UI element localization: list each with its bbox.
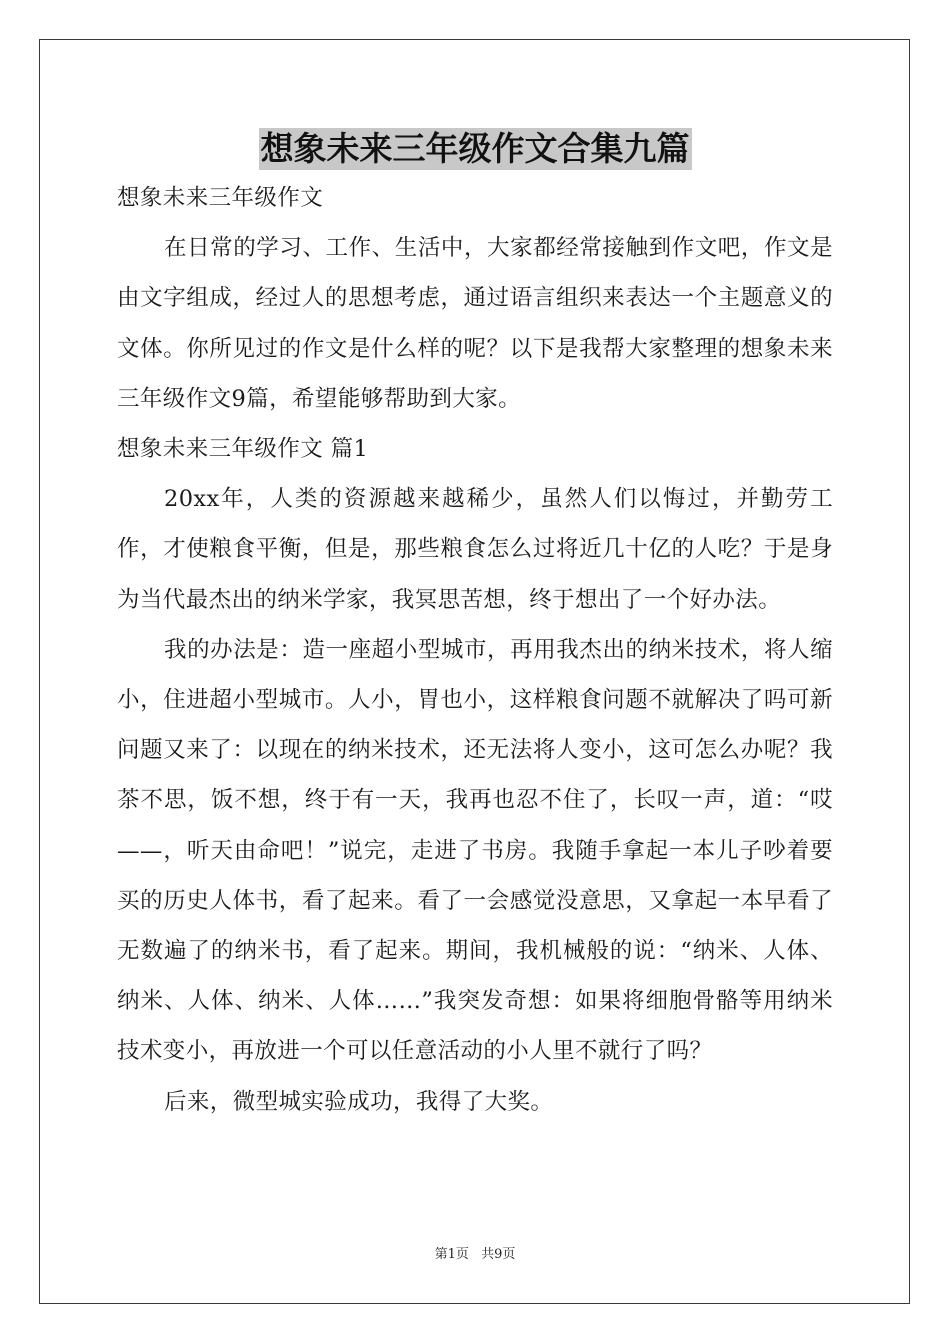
intro-paragraph: 在日常的学习、工作、生活中，大家都经常接触到作文吧，作文是由文字组成，经过人的思想考虑，通过语言组织来表达一个主题意义的文体。你所见过的作文是什么样的呢？以下是我帮大家整理的想象未来三年级作文9篇，希望能够帮助到大家。 [117, 235, 833, 412]
body-paragraph: 后来，微型城实验成功，我得了大奖。 [164, 1088, 554, 1115]
body-paragraph: 我的办法是：造一座超小型城市，再用我杰出的纳米技术，将人缩小，住进超小型城市。人小，胃也小，这样粮食问题不就解决了吗可新问题又来了：以现在的纳米技术，还无法将人变小，这可怎么办呢？我茶不思，饭不想，终于有一天，我再也忍不住了，长叹一声，道：“哎——，听天由命吧！”说完，走进了书房。我随手拿起一本儿子吵着要买的历史人体书，看了起来。看了一会感觉没意思，又拿起一本早看了无数遍了的纳米书，看了起来。期间，我机械般的说：“纳米、人体、纳米、人体、纳米、人体……”我突发奇想：如果将细胞骨骼等用纳米技术变小，再放进一个可以任意活动的小人里不就行了吗？ [117, 636, 833, 1065]
page-footer [0, 1246, 950, 1264]
document-title: 想象未来三年级作文合集九篇 [260, 129, 690, 168]
body-paragraph: 20xx年，人类的资源越来越稀少，虽然人们以悔过，并勤劳工作，才使粮食平衡，但是，那些粮食怎么过将近几十亿的人吃？于是身为当代最杰出的纳米学家，我冥思苦想，终于想出了一个好办法。 [117, 486, 833, 613]
current-page-label: 第1页 [434, 1247, 469, 1262]
essay-heading: 想象未来三年级作文 篇1 [117, 436, 369, 463]
document-body [117, 173, 833, 1127]
total-pages-label: 共9页 [481, 1247, 516, 1262]
section-heading: 想象未来三年级作文 [117, 185, 324, 211]
title-container [0, 128, 950, 170]
